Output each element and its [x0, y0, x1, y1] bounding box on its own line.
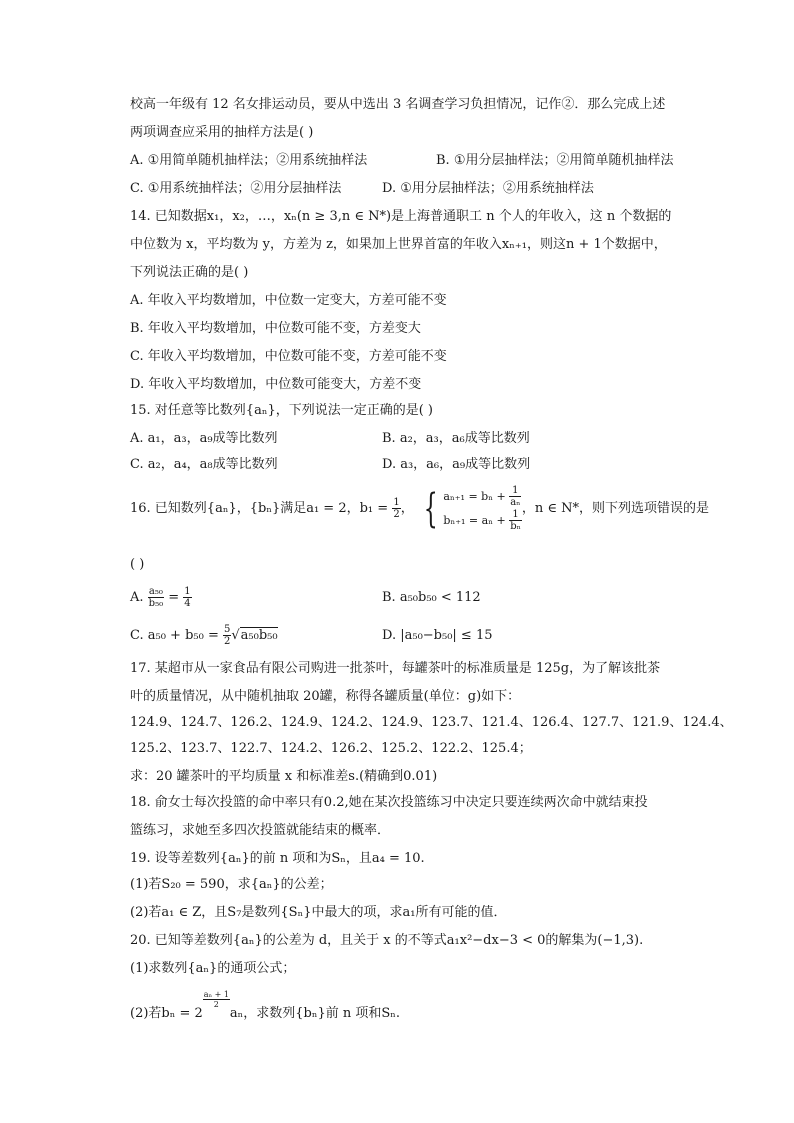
q16-option-b: B. a₅₀b₅₀ < 112: [382, 590, 481, 605]
q14-stem-line1: 14. 已知数据x₁，x₂，…，xₙ(n ≥ 3,n ∈ N*)是上海普通职工 n 个人的年收入，这 n 个数据的: [130, 209, 672, 224]
five-halves-fraction: $\frac{5}{2}$: [224, 624, 231, 647]
q15-option-d: D. a₃，a₆，a₉成等比数列: [382, 457, 531, 472]
q13-option-b: B. ①用分层抽样法；②用简单随机抽样法: [436, 153, 674, 168]
q18-line2: 篮练习，求她至多四次投篮就能结束的概率．: [130, 823, 391, 838]
q15-option-a: A. a₁，a₃，a₉成等比数列: [130, 431, 278, 446]
half-fraction: $\frac{1}{2}$: [393, 497, 400, 520]
q14-option-c: C. 年收入平均数增加，中位数可能不变，方差可能不变: [130, 349, 447, 364]
system-row-2: bₙ₊₁ = aₙ + $\frac{1}{\text{bₙ}}$: [443, 509, 521, 532]
q14-option-a: A. 年收入平均数增加，中位数一定变大，方差可能不变: [130, 293, 447, 308]
q17-data-line1: 124.9、124.7、126.2、124.9、124.2、124.9、123.7、121.4、126.4、127.7、121.9、124.4、: [130, 715, 733, 730]
system-row-1: aₙ₊₁ = bₙ + $\frac{1}{\text{aₙ}}$: [443, 485, 521, 508]
system-brace: {: [423, 485, 438, 532]
a50-over-b50-fraction: $\frac{\text{a₅₀}}{\text{b₅₀}}$: [148, 586, 164, 609]
q14-stem-line3: 下列说法正确的是( ): [130, 265, 249, 280]
q13-stem-line2: 两项调查应采用的抽样方法是( ): [130, 125, 314, 140]
q16-stem: 16. 已知数列{aₙ}，{bₙ}满足a₁ = 2，b₁ = $\frac{1}{2}$ ， { aₙ₊₁ = bₙ + $\frac{1}{\text{aₙ}}$ bₙ₊₁ = aₙ + $\frac{1}{\text{bₙ}}$ ，n ∈ N*，则下列选项错误的是: [130, 485, 710, 532]
q20-part2: (2)若bₙ = 2 $\frac{\text{aₙ + 1}}{2}$ aₙ，求数列{bₙ}前 n 项和Sₙ.: [130, 990, 401, 1021]
q20-part1: (1)求数列{aₙ}的通项公式；: [130, 961, 296, 976]
q14-option-b: B. 年收入平均数增加，中位数可能不变，方差变大: [130, 321, 421, 336]
q16-option-a: A. $\frac{\text{a₅₀}}{\text{b₅₀}}$ = $\frac{1}{4}$: [130, 586, 191, 609]
q15-stem: 15. 对任意等比数列{aₙ}，下列说法一定正确的是( ): [130, 403, 433, 418]
q14-option-d: D. 年收入平均数增加，中位数可能变大，方差不变: [130, 377, 422, 392]
q17-data-line2: 125.2、123.7、122.7、124.2、126.2、125.2、122.2、125.4；: [130, 741, 532, 756]
q17-line1: 17. 某超市从一家食品有限公司购进一批茶叶，每罐茶叶的标准质量是 125g，为了解该批茶: [130, 661, 661, 676]
q16-stem-post: ，n ∈ N*，则下列选项错误的是: [521, 501, 710, 516]
recurrence-system: [443, 485, 522, 533]
q14-stem-line2: 中位数为 x，平均数为 y，方差为 z，如果加上世界首富的年收入xₙ₊₁，则这n + 1个数据中，: [130, 237, 667, 252]
q20-line1: 20. 已知等差数列{aₙ}的公差为 d，且关于 x 的不等式a₁x²−dx−3 < 0的解集为(−1,3).: [130, 933, 644, 948]
q15-option-b: B. a₂，a₃，a₆成等比数列: [382, 431, 530, 446]
q17-line5: 求：20 罐茶叶的平均质量 x 和标准差s.(精确到0.01): [130, 769, 438, 784]
q13-option-a: A. ①用简单随机抽样法；②用系统抽样法: [130, 153, 368, 168]
q17-line2: 叶的质量情况，从中随机抽取 20罐，称得各罐质量(单位：g)如下：: [130, 689, 521, 704]
q13-option-d: D. ①用分层抽样法；②用系统抽样法: [382, 181, 594, 196]
q19-part2: (2)若a₁ ∈ Z，且S₇是数列{Sₙ}中最大的项，求a₁所有可能的值．: [130, 905, 507, 920]
q16-option-c: C. a₅₀ + b₅₀ = $\frac{5}{2}$ √a₅₀b₅₀: [130, 624, 278, 647]
q19-line1: 19. 设等差数列{aₙ}的前 n 项和为Sₙ，且a₄ = 10.: [130, 851, 425, 866]
exponent-fraction: $\frac{\text{aₙ + 1}}{2}$: [203, 990, 229, 1009]
q16-stem-pre: 16. 已知数列{aₙ}，{bₙ}满足a₁ = 2，b₁ =: [130, 501, 389, 516]
q15-option-c: C. a₂，a₄，a₈成等比数列: [130, 457, 278, 472]
q16-paren: ( ): [130, 557, 145, 572]
q18-line1: 18. 俞女士每次投篮的命中率只有0.2,她在某次投篮练习中决定只要连续两次命中就结束投: [130, 795, 648, 810]
q13-stem-line1: 校高一年级有 12 名女排运动员，要从中选出 3 名调查学习负担情况，记作②．那么完成上述: [130, 97, 666, 112]
q13-option-c: C. ①用系统抽样法；②用分层抽样法: [130, 181, 342, 196]
quarter-fraction: $\frac{1}{4}$: [184, 586, 191, 609]
q19-part1: (1)若S₂₀ = 590，求{aₙ}的公差；: [130, 877, 333, 892]
q16-option-d: D. |a₅₀−b₅₀| ≤ 15: [382, 628, 493, 643]
